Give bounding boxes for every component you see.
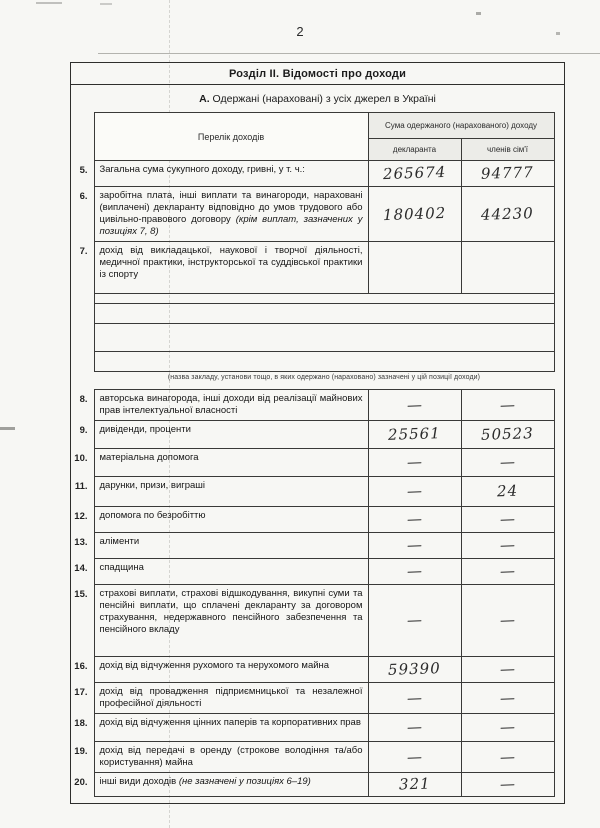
subtitle-letter: А.	[199, 93, 210, 105]
declarant-value: 59390	[368, 657, 461, 683]
declarant-value: —	[368, 449, 461, 477]
institution-note-row	[71, 372, 554, 390]
table-row	[71, 161, 554, 187]
declarant-value: —	[368, 714, 461, 742]
row-number: 14.	[74, 562, 88, 574]
declarant-value: 265674	[368, 161, 461, 187]
family-value: —	[461, 714, 554, 742]
row-number: 17.	[74, 686, 88, 698]
institution-blank-line	[94, 294, 554, 304]
row-label: авторська винагорода, інші доходи від реалізації майнових прав інтелектуальної власності	[94, 390, 368, 421]
row-label: спадщина	[94, 559, 368, 585]
table-row	[71, 477, 554, 507]
declarant-value: —	[368, 507, 461, 533]
row-label: дохід від викладацької, наукової і творчої діяльності, медичної практики, інструкторської та суддівської практики із спорту	[94, 242, 368, 294]
declarant-value: —	[368, 585, 461, 657]
row-number: 10.	[74, 452, 88, 464]
header-sum-col: Сума одержаного (нарахованого) доходу	[368, 113, 554, 139]
declarant-value: —	[368, 559, 461, 585]
row-number: 5.	[79, 164, 88, 176]
table-header-row	[71, 113, 554, 139]
declarant-value: —	[368, 742, 461, 773]
table-row	[71, 390, 554, 421]
section-subtitle	[71, 85, 564, 112]
scan-edge-line	[98, 53, 600, 54]
scan-artifact	[476, 12, 481, 15]
institution-blank-line	[94, 304, 554, 324]
declarant-value	[368, 242, 461, 294]
family-value: —	[461, 683, 554, 714]
row-number: 12.	[74, 510, 88, 522]
table-row	[71, 585, 554, 657]
scan-artifact	[36, 2, 62, 4]
section-title: Розділ II. Відомості про доходи	[71, 63, 564, 85]
row-label: інші види доходів (не зазначені у позиціях 6–19)	[94, 773, 368, 797]
header-family-col: членів сім'ї	[461, 139, 554, 161]
table-row	[71, 507, 554, 533]
row-number: 6.	[79, 190, 88, 202]
family-value: 94777	[461, 161, 554, 187]
family-value: —	[461, 773, 554, 797]
declarant-value: 25561	[368, 421, 461, 449]
row-label: дохід від передачі в оренду (строкове володіння та/або користування) майна	[94, 742, 368, 773]
table-row	[71, 714, 554, 742]
declarant-value: —	[368, 390, 461, 421]
family-value: —	[461, 585, 554, 657]
family-value: 44230	[461, 187, 554, 242]
family-value: —	[461, 533, 554, 559]
scan-artifact	[100, 3, 112, 5]
family-value: —	[461, 449, 554, 477]
row-number: 11.	[74, 480, 88, 492]
section-frame	[70, 62, 565, 804]
table-row	[71, 449, 554, 477]
declarant-value: —	[368, 683, 461, 714]
institution-blank-row	[71, 324, 554, 352]
row-number: 18.	[74, 717, 88, 729]
header-declarant-col: декларанта	[368, 139, 461, 161]
row-label: дохід від відчуження цінних паперів та корпоративних прав	[94, 714, 368, 742]
subtitle-text: Одержані (нараховані) з усіх джерел в Україні	[209, 93, 436, 105]
institution-blank-line	[94, 324, 554, 352]
institution-blank-row	[71, 304, 554, 324]
declarant-value: —	[368, 477, 461, 507]
family-value: —	[461, 559, 554, 585]
family-value	[461, 242, 554, 294]
row-label: Загальна сума сукупного доходу, гривні, у т. ч.:	[94, 161, 368, 187]
row-number: 13.	[74, 536, 88, 548]
table-row	[71, 559, 554, 585]
table-row	[71, 421, 554, 449]
row-number: 9.	[79, 424, 88, 436]
row-label: матеріальна допомога	[94, 449, 368, 477]
family-value: 24	[461, 477, 554, 507]
row-label: допомога по безробіттю	[94, 507, 368, 533]
row-number: 16.	[74, 660, 88, 672]
institution-blank-row	[71, 294, 554, 304]
header-gutter	[71, 113, 94, 161]
row-number: 8.	[79, 393, 88, 405]
row-number: 20.	[74, 776, 88, 788]
family-value: —	[461, 742, 554, 773]
institution-blank-line	[94, 352, 554, 372]
declarant-value: —	[368, 533, 461, 559]
table-row	[71, 533, 554, 559]
row-label: дохід від відчуження рухомого та нерухомого майна	[94, 657, 368, 683]
table-row	[71, 683, 554, 714]
header-list-col: Перелік доходів	[94, 113, 368, 161]
row-label: заробітна плата, інші виплати та винагороди, нараховані (виплачені) декларанту відповідно до умов трудового або цивільно-правового договору (крім виплат, зазначених у позиціях 7, 8)	[94, 187, 368, 242]
family-value: —	[461, 657, 554, 683]
row-number: 15.	[74, 588, 88, 600]
table-row	[71, 242, 554, 294]
declarant-value: 321	[368, 773, 461, 797]
row-number: 7.	[79, 245, 88, 257]
income-table	[71, 112, 555, 797]
table-row	[71, 773, 554, 797]
row-label: дарунки, призи, виграші	[94, 477, 368, 507]
institution-blank-row	[71, 352, 554, 372]
declarant-value: 180402	[368, 187, 461, 242]
table-row	[71, 742, 554, 773]
row-label: аліменти	[94, 533, 368, 559]
row-label: страхові виплати, страхові відшкодування, викупні суми та пенсійні виплати, що сплачені декларанту за договором страхування, недержавного пенсійного забезпечення та пенсійного вкладу	[94, 585, 368, 657]
institution-note: (назва закладу, установи тощо, в яких одержано (нараховано) зазначені у цій позиції доходи)	[167, 374, 481, 381]
row-number: 19.	[74, 745, 88, 757]
row-label: дохід від провадження підприємницької та незалежної професійної діяльності	[94, 683, 368, 714]
family-value: 50523	[461, 421, 554, 449]
table-row	[71, 187, 554, 242]
page-number: 2	[296, 24, 304, 39]
row-label: дивіденди, проценти	[94, 421, 368, 449]
table-row	[71, 657, 554, 683]
scan-artifact	[0, 427, 15, 430]
family-value: —	[461, 507, 554, 533]
family-value: —	[461, 390, 554, 421]
